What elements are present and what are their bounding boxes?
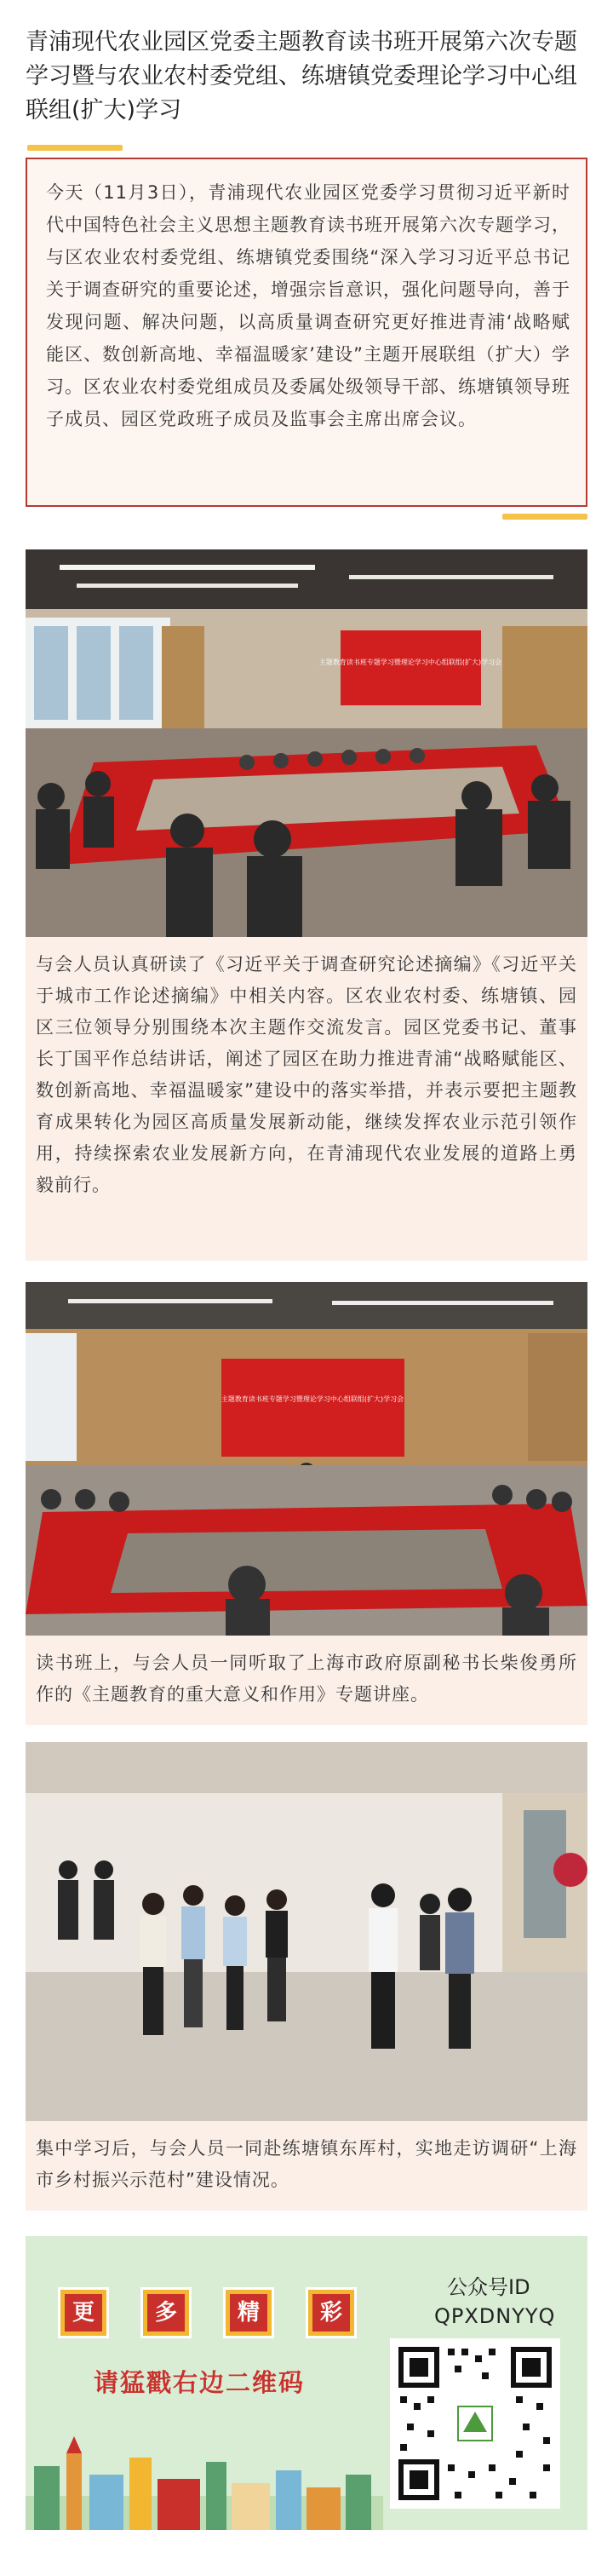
photo-lecture xyxy=(26,1282,587,1636)
footer-promo xyxy=(26,2236,587,2530)
intro-accent-bottom xyxy=(502,514,587,520)
caption-2: 读书班上，与会人员一同听取了上海市政府原副秘书长柴俊勇所作的《主题教育的重大意义和作用》专题讲座。 xyxy=(36,1653,577,1705)
photo-site-visit xyxy=(26,1742,587,2121)
intro-box xyxy=(26,158,587,507)
city-skyline-icon xyxy=(26,2432,383,2530)
intro-text: 今天（11月3日），青浦现代农业园区党委学习贯彻习近平新时代中国特色社会主义思想主题教育读书班开展第六次专题学习，与区农业农村委党组、练塘镇党委围绕“深入学习习近平总书记关于调查研究的重要论述，增强宗旨意识，强化问题导向，善于发现问题、解决问题，以高质量调查研究更好推进青浦‘战略赋能区、数创新高地、幸福温暖家’建设”主题开展联组（扩大）学习。区农业农村委党组成员及委属处级领导干部、练塘镇领导班子成员、园区党政班子成员及监事会主席出席会议。 xyxy=(46,182,570,429)
intro-accent-top xyxy=(27,145,123,151)
photo-meeting-room xyxy=(26,549,587,937)
badge-3: 精 xyxy=(223,2287,274,2338)
caption-box-2 xyxy=(26,1636,587,1725)
banner-text-2: 主题教育读书班专题学习暨理论学习中心组联组(扩大)学习会 xyxy=(221,1395,404,1403)
account-id: QPXDNYYQ xyxy=(434,2304,556,2328)
caption-3: 集中学习后，与会人员一同赴练塘镇东厍村，实地走访调研“上海市乡村振兴示范村”建设情况。 xyxy=(36,2138,577,2190)
article-title: 青浦现代农业园区党委主题教育读书班开展第六次专题学习暨与农业农村委党组、练塘镇党委理论学习中心组联组(扩大)学习 xyxy=(26,29,577,124)
badge-2: 多 xyxy=(140,2287,192,2338)
caption-box-1 xyxy=(26,937,587,1261)
account-label: 公众号ID xyxy=(447,2275,530,2299)
badge-1: 更 xyxy=(58,2287,109,2338)
promo-text: 请猛戳右边二维码 xyxy=(94,2368,306,2397)
banner-text-1: 主题教育读书班专题学习暨理论学习中心组联组(扩大)学习会 xyxy=(318,658,502,666)
qr-code-icon[interactable] xyxy=(390,2338,560,2509)
caption-box-3 xyxy=(26,2121,587,2211)
caption-1: 与会人员认真研读了《习近平关于调查研究论述摘编》《习近平关于城市工作论述摘编》中相关内容。区农业农村委、练塘镇、园区三位领导分别围绕本次主题作交流发言。园区党委书记、董事长丁国平作总结讲话，阐述了园区在助力推进青浦“战略赋能区、数创新高地、幸福温暖家”建设中的落实举措，并表示要把主题教育成果转化为园区高质量发展新动能，继续发挥农业示范引领作用，持续探索农业发展新方向，在青浦现代农业发展的道路上勇毅前行。 xyxy=(36,954,577,1195)
badge-4: 彩 xyxy=(306,2287,357,2338)
